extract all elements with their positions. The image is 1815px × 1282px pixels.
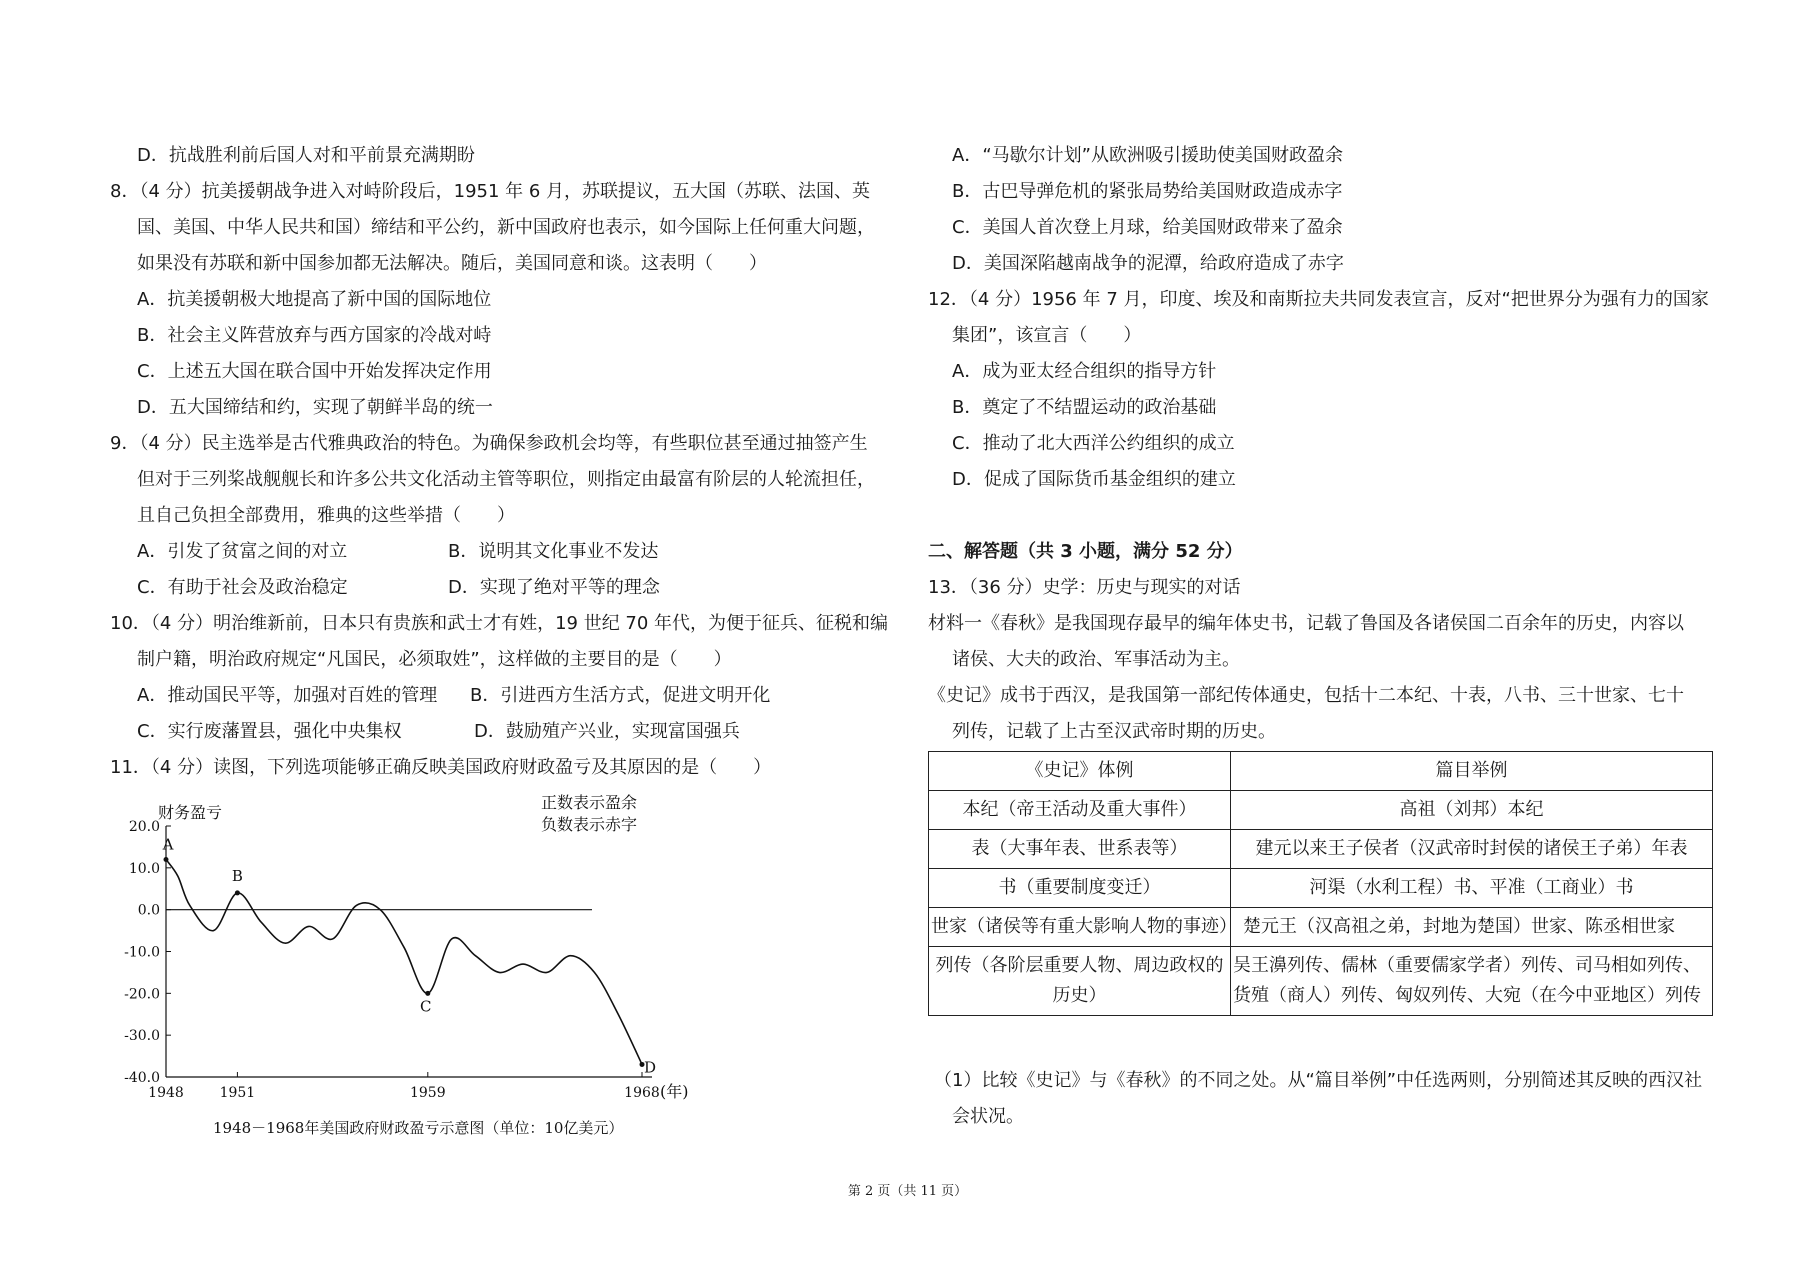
table-cell: 吴王濞列传、儒林（重要儒家学者）列传、司马相如列传、货殖（商人）列传、匈奴列传、大宛（在今中亚地区）列传: [1231, 947, 1713, 1016]
data-point: [425, 991, 430, 996]
q10-option-d[interactable]: D．鼓励殖产兴业，实现富国强兵: [474, 721, 740, 742]
table-cell: 世家（诸侯等有重大影响人物的事迹）: [929, 908, 1231, 947]
table-header-cell: 《史记》体例: [929, 752, 1231, 791]
series-line: [166, 859, 642, 1064]
chart-ticks: [124, 819, 660, 1101]
table-cell: 高祖（刘邦）本纪: [1231, 791, 1713, 830]
q13-part1-line2: 会状况。: [952, 1106, 1024, 1127]
q9-option-c[interactable]: C．有助于社会及政治稳定: [137, 577, 348, 598]
material1-line3: 《史记》成书于西汉，是我国第一部纪传体通史，包括十二本纪、十表，八书、三十世家、七十: [928, 685, 1684, 706]
material1-line4: 列传，记载了上古至汉武帝时期的历史。: [952, 721, 1276, 742]
table-row: [929, 791, 1713, 830]
q8-stem-line3: 如果没有苏联和新中国参加都无法解决。随后，美国同意和谈。这表明（ ）: [137, 253, 767, 274]
q12-stem-line1: 12．（4 分）1956 年 7 月，印度、埃及和南斯拉夫共同发表宣言，反对“把世界分为强有力的国家: [928, 289, 1709, 310]
x-tick-label: 1968: [624, 1085, 660, 1101]
y-tick-label: -10.0: [124, 944, 160, 961]
q10-stem-line1: 10．（4 分）明治维新前，日本只有贵族和武士才有姓，19 世纪 70 年代，为便于征兵、征税和编: [110, 613, 889, 634]
q8-stem-line1: 8．（4 分）抗美援朝战争进入对峙阶段后，1951 年 6 月，苏联提议，五大国（苏联、法国、英: [110, 181, 871, 202]
q12-option-d[interactable]: D．促成了国际货币基金组织的建立: [952, 469, 1236, 490]
page-footer: 第 2 页（共 11 页）: [847, 1184, 968, 1199]
table-cell: 本纪（帝王活动及重大事件）: [929, 791, 1231, 830]
table-header-row: [929, 752, 1713, 791]
q13-stem: 13．（36 分）史学：历史与现实的对话: [928, 577, 1241, 598]
legend-line-negative: 负数表示赤字: [541, 815, 638, 834]
x-tick-label: 1948: [148, 1085, 184, 1101]
q7-option-d: D．抗战胜利前后国人对和平前景充满期盼: [137, 145, 475, 166]
q11-option-d[interactable]: D．美国深陷越南战争的泥潭，给政府造成了赤字: [952, 253, 1344, 274]
point-label: C: [420, 997, 432, 1016]
q10-stem-line2: 制户籍，明治政府规定“凡国民，必须取姓”，这样做的主要目的是（ ）: [137, 649, 732, 670]
q10-option-c[interactable]: C．实行废藩置县，强化中央集权: [137, 721, 402, 742]
y-tick-label: 0.0: [137, 902, 160, 919]
legend-line-positive: 正数表示盈余: [541, 793, 638, 812]
q8-option-c[interactable]: C．上述五大国在联合国中开始发挥决定作用: [137, 361, 492, 382]
q9-stem-line1: 9．（4 分）民主选举是古代雅典政治的特色。为确保参政机会均等，有些职位甚至通过抽签产生: [110, 433, 868, 454]
x-tick-label: 1959: [409, 1085, 446, 1101]
q10-option-b[interactable]: B．引进西方生活方式，促进文明开化: [470, 685, 771, 706]
table-cell: 书（重要制度变迁）: [929, 869, 1231, 908]
q9-option-a[interactable]: A．引发了贫富之间的对立: [137, 541, 348, 562]
table-row: [929, 908, 1713, 947]
q12-option-a[interactable]: A．成为亚太经合组织的指导方针: [952, 361, 1217, 382]
q11-option-b[interactable]: B．古巴导弹危机的紧张局势给美国财政造成赤字: [952, 181, 1343, 202]
q11-option-c[interactable]: C．美国人首次登上月球，给美国财政带来了盈余: [952, 217, 1343, 238]
material1-line2: 诸侯、大夫的政治、军事活动为主。: [952, 649, 1240, 670]
y-tick-label: -40.0: [124, 1070, 160, 1086]
table-row: [929, 947, 1713, 1016]
x-tick-label: 1951: [219, 1085, 256, 1101]
table-cell: 列传（各阶层重要人物、周边政权的历史）: [929, 947, 1231, 1016]
q10-option-a[interactable]: A．推动国民平等，加强对百姓的管理: [137, 685, 438, 706]
q9-option-d[interactable]: D．实现了绝对平等的理念: [448, 577, 660, 598]
q8-option-a[interactable]: A．抗美援朝极大地提高了新中国的国际地位: [137, 289, 492, 310]
table-header-cell: 篇目举例: [1231, 752, 1713, 791]
shiji-table: [928, 751, 1713, 1016]
x-axis-unit: (年): [660, 1082, 689, 1101]
q8-stem-line2: 国、美国、中华人民共和国）缔结和平公约，新中国政府也表示，如今国际上任何重大问题，: [137, 217, 875, 238]
data-point: [164, 857, 169, 862]
q9-stem-line3: 且自己负担全部费用，雅典的这些举措（ ）: [137, 505, 515, 526]
q11-option-a[interactable]: A．“马歇尔计划”从欧洲吸引援助使美国财政盈余: [952, 145, 1343, 166]
data-point: [235, 890, 240, 895]
table-cell: 建元以来王子侯者（汉武帝时封侯的诸侯王子弟）年表: [1231, 830, 1713, 869]
point-label: B: [231, 866, 243, 885]
table-row: [929, 869, 1713, 908]
point-label: A: [162, 835, 174, 854]
q12-option-c[interactable]: C．推动了北大西洋公约组织的成立: [952, 433, 1235, 454]
material1-line1: 材料一《春秋》是我国现存最早的编年体史书，记载了鲁国及各诸侯国二百余年的历史，内容以: [928, 613, 1684, 634]
table-cell: 表（大事年表、世系表等）: [929, 830, 1231, 869]
table-cell: 楚元王（汉高祖之弟，封地为楚国）世家、陈丞相世家: [1231, 908, 1713, 947]
chart-title: 1948－1968年美国政府财政盈亏示意图（单位：10亿美元）: [213, 1119, 624, 1137]
table-row: [929, 830, 1713, 869]
q8-option-b[interactable]: B．社会主义阵营放弃与西方国家的冷战对峙: [137, 325, 492, 346]
y-tick-label: -20.0: [124, 986, 160, 1003]
y-tick-label: -30.0: [124, 1028, 160, 1045]
q13-part1-line1: （1）比较《史记》与《春秋》的不同之处。从“篇目举例”中任选两则，分别简述其反映的西汉社: [934, 1070, 1703, 1091]
q12-stem-line2: 集团”，该宣言（ ）: [952, 325, 1142, 346]
y-tick-label: 10.0: [128, 860, 160, 877]
chart-axes: [166, 826, 652, 1077]
point-label: D: [643, 1058, 657, 1077]
q9-option-b[interactable]: B．说明其文化事业不发达: [448, 541, 659, 562]
q8-option-d[interactable]: D．五大国缔结和约，实现了朝鲜半岛的统一: [137, 397, 493, 418]
section-heading: 二、解答题（共 3 小题，满分 52 分）: [928, 541, 1243, 562]
q12-option-b[interactable]: B．奠定了不结盟运动的政治基础: [952, 397, 1217, 418]
y-axis-label: 财务盈亏: [158, 803, 223, 822]
q9-stem-line2: 但对于三列桨战舰舰长和许多公共文化活动主管等职位，则指定由最富有阶层的人轮流担任，: [137, 469, 875, 490]
table-cell: 河渠（水利工程）书、平准（工商业）书: [1231, 869, 1713, 908]
q11-stem: 11．（4 分）读图，下列选项能够正确反映美国政府财政盈亏及其原因的是（ ）: [110, 757, 772, 778]
y-tick-label: 20.0: [128, 819, 160, 835]
deficit-chart: [124, 788, 708, 1143]
